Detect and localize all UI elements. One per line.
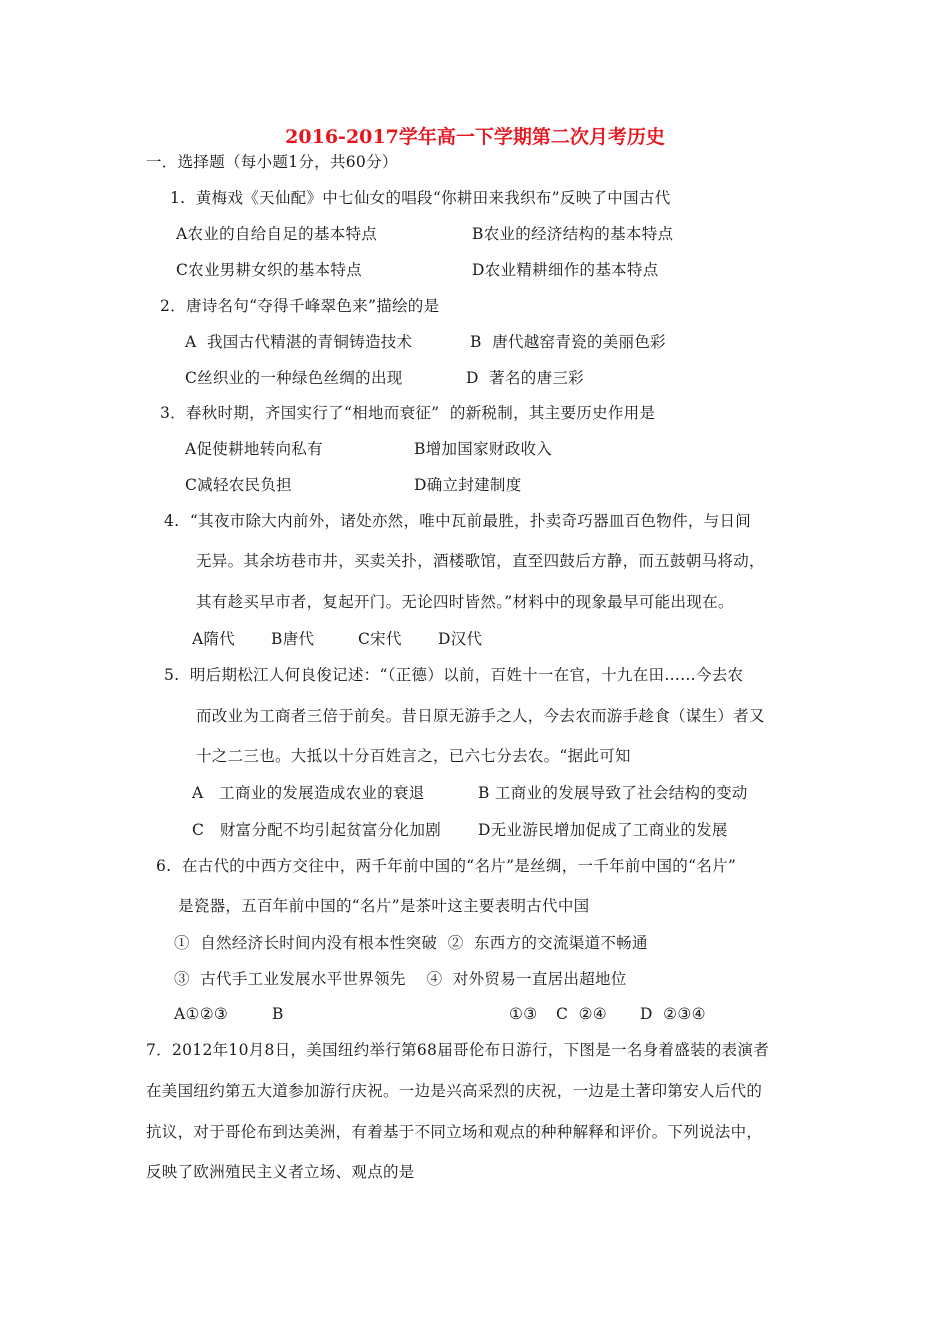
question-2-option-c: C丝织业的一种绿色丝绸的出现 <box>185 369 403 387</box>
question-3-option-b: B增加国家财政收入 <box>414 440 553 458</box>
question-5-stem-line-3: 十之二三也。大抵以十分百姓言之，已六七分去农。“据此可知 <box>196 747 631 765</box>
question-7-stem-line-1: 7．2012年10月8日，美国纽约举行第68届哥伦布日游行，下图是一名身着盛装的表演者 <box>146 1041 770 1059</box>
question-6-stem-line-1: 6. 在古代的中西方交往中，两千年前中国的“名片”是丝绸，一千年前中国的“名片” <box>156 857 737 875</box>
question-1-option-b: B农业的经济结构的基本特点 <box>472 225 674 243</box>
question-4-stem-line-1: 4. “其夜市除大内前外，诸处亦然，唯中瓦前最胜，扑卖奇巧器皿百色物件，与日间 <box>164 512 752 530</box>
question-3-option-c: C减轻农民负担 <box>185 476 292 494</box>
page-title: 2016-2017学年高一下学期第二次月考历史 <box>285 126 665 148</box>
question-6-stem-line-2: 是瓷器，五百年前中国的“名片”是茶叶这主要表明古代中国 <box>178 897 590 915</box>
question-3-option-a: A促使耕地转向私有 <box>185 440 323 458</box>
question-4-option-c: C宋代 <box>358 630 402 648</box>
question-2-stem: 2．唐诗名句“夺得千峰翠色来”描绘的是 <box>160 297 440 315</box>
question-5-stem-line-2: 而改业为工商者三倍于前矣。昔日原无游手之人，今去农而游手趁食（谋生）者又 <box>196 707 765 725</box>
question-6-item-line-2: ③ 古代手工业发展水平世界领先 ④ 对外贸易一直居出超地位 <box>174 970 627 988</box>
question-6-option-b-value: ①③ <box>509 1005 538 1023</box>
question-5-option-c: C 财富分配不均引起贫富分化加剧 <box>192 821 442 839</box>
question-4-option-d: D汉代 <box>438 630 483 648</box>
question-5-option-b: B 工商业的发展导致了社会结构的变动 <box>478 784 748 802</box>
question-2-option-a: A 我国古代精湛的青铜铸造技术 <box>185 333 413 351</box>
question-6-option-b: B <box>272 1005 284 1023</box>
question-7-stem-line-4: 反映了欧洲殖民主义者立场、观点的是 <box>146 1163 415 1181</box>
question-1-option-c: C农业男耕女织的基本特点 <box>176 261 362 279</box>
question-3-stem: 3．春秋时期，齐国实行了“相地而衰征” 的新税制，其主要历史作用是 <box>160 404 656 422</box>
question-6-option-c: C ②④ <box>556 1005 608 1023</box>
question-4-option-a: A隋代 <box>192 630 236 648</box>
question-4-stem-line-2: 无异。其余坊巷市井，买卖关扑，酒楼歌馆，直至四鼓后方静，而五鼓朝马将动， <box>196 552 765 570</box>
question-7-stem-line-3: 抗议，对于哥伦布到达美洲，有着基于不同立场和观点的种种解释和评价。下列说法中， <box>146 1123 763 1141</box>
question-3-option-d: D确立封建制度 <box>414 476 522 494</box>
question-5-option-a: A 工商业的发展造成农业的衰退 <box>192 784 425 802</box>
question-1-option-a: A农业的自给自足的基本特点 <box>176 225 378 243</box>
question-1-stem: 1. 黄梅戏《天仙配》中七仙女的唱段“你耕田来我织布”反映了中国古代 <box>170 189 671 207</box>
question-6-item-line-1: ① 自然经济长时间内没有根本性突破 ② 东西方的交流渠道不畅通 <box>174 934 648 952</box>
question-6-option-a: A①②③ <box>174 1005 229 1023</box>
question-4-option-b: B唐代 <box>271 630 315 648</box>
question-5-option-d: D无业游民增加促成了工商业的发展 <box>478 821 728 839</box>
question-2-option-d: D 著名的唐三彩 <box>466 369 584 387</box>
question-2-option-b: B 唐代越窑青瓷的美丽色彩 <box>470 333 666 351</box>
question-6-option-d: D ②③④ <box>640 1005 706 1023</box>
question-5-stem-line-1: 5. 明后期松江人何良俊记述：“（正德）以前，百姓十一在官，十九在田……今去农 <box>164 666 744 684</box>
section-heading: 一．选择题（每小题1分，共60分） <box>146 153 398 171</box>
question-4-stem-line-3: 其有趁买早市者，复起开门。无论四时皆然。”材料中的现象最早可能出现在。 <box>196 593 734 611</box>
question-7-stem-line-2: 在美国纽约第五大道参加游行庆祝。一边是兴高采烈的庆祝，一边是土著印第安人后代的 <box>146 1082 763 1100</box>
question-1-option-d: D农业精耕细作的基本特点 <box>472 261 659 279</box>
